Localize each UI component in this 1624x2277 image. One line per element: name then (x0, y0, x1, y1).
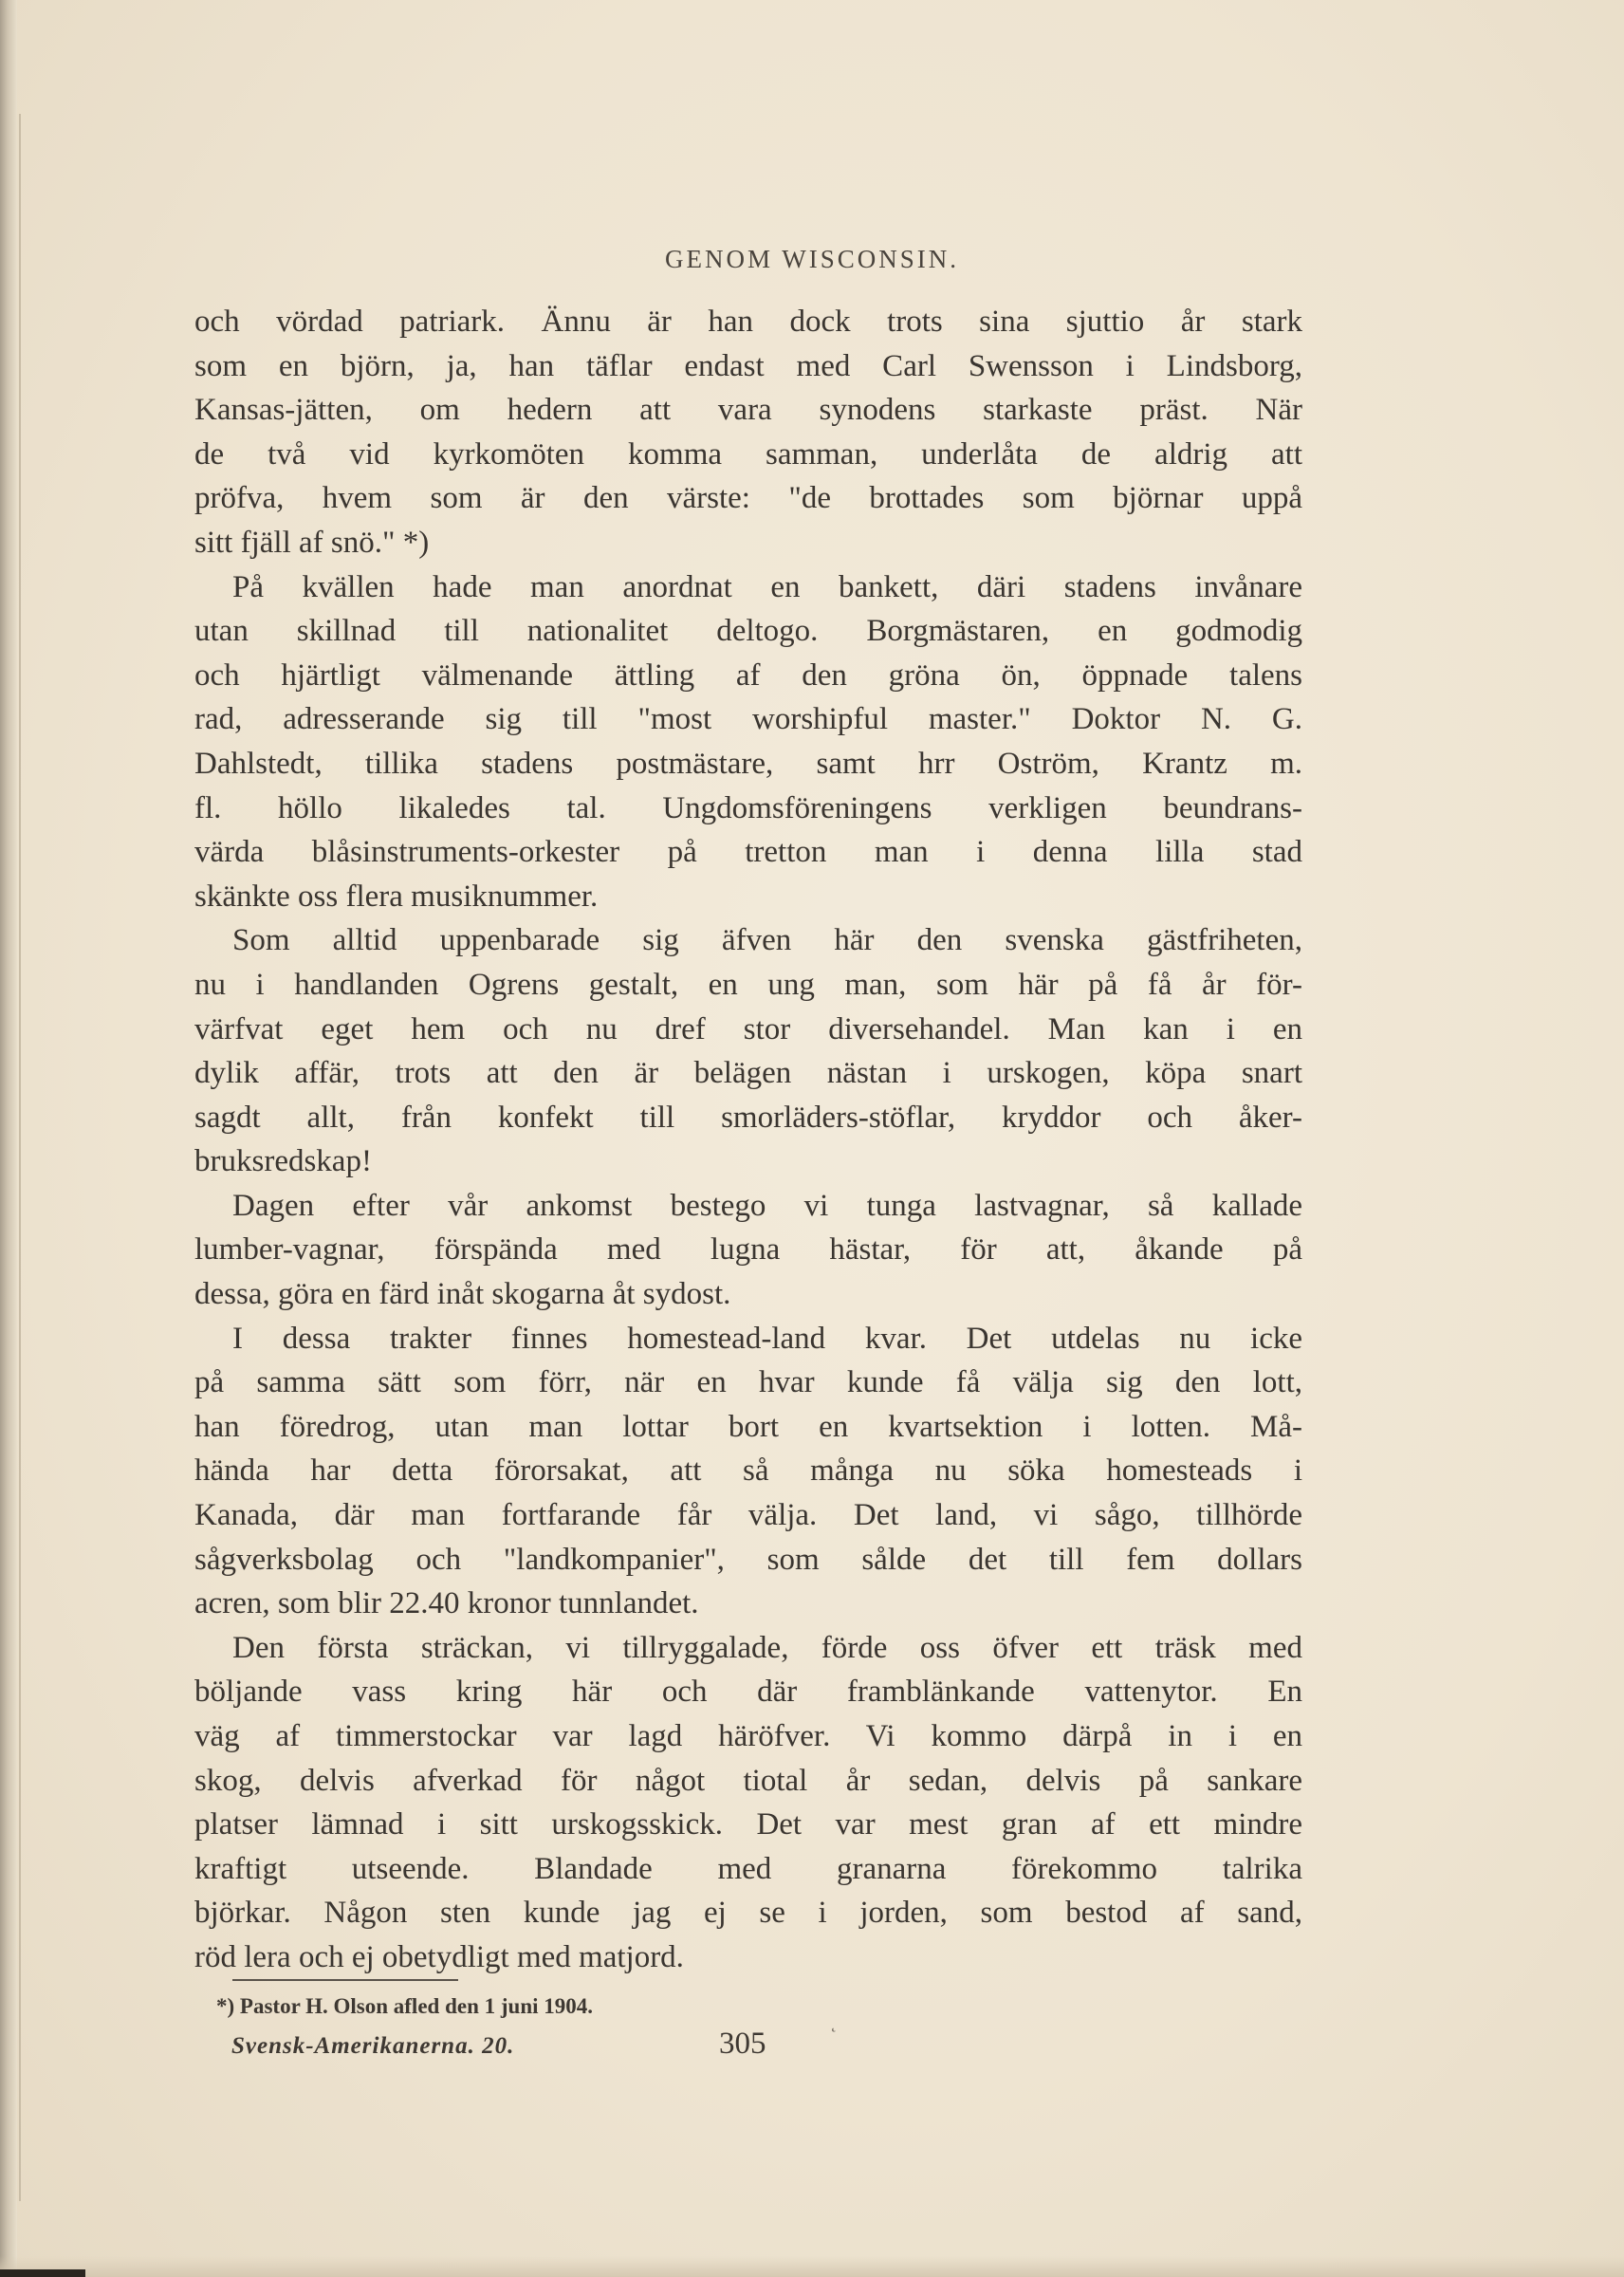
text-line: kraftigt utseende. Blandade med granarna förekommo talrika (194, 1851, 1302, 1886)
signature-mark: Svensk-Amerikanerna. 20. (231, 2033, 515, 2059)
print-speck: ˛ (831, 2013, 837, 2032)
text-line: röd lera och ej obetydligt med matjord. (194, 1939, 684, 1974)
text-line: skänkte oss flera musiknummer. (194, 879, 599, 914)
text-line: dessa, göra en färd inåt skogarna åt sydost. (194, 1277, 731, 1312)
text-line: Den första sträckan, vi tillryggalade, förde oss öfver ett träsk med (232, 1630, 1302, 1665)
text-line: och vördad patriark. Ännu är han dock trots sina sjuttio år stark (194, 305, 1302, 339)
text-line: På kvällen hade man anordnat en bankett, däri stadens invånare (232, 569, 1302, 604)
text-line: Dagen efter vår ankomst bestego vi tunga lastvagnar, så kallade (232, 1188, 1302, 1223)
text-line: rad, adresserande sig till "most worshipful master." Doktor N. G. (194, 702, 1302, 737)
text-line: som en björn, ja, han täflar endast med Carl Swensson i Lindsborg, (194, 348, 1302, 383)
text-line: böljande vass kring här och där framblänkande vattenytor. En (194, 1675, 1302, 1710)
text-line: han föredrog, utan man lottar bort en kvartsektion i lotten. Må- (194, 1409, 1302, 1444)
text-line: Dahlstedt, tillika stadens postmästare, samt hrr Oström, Krantz m. (194, 746, 1302, 781)
text-line: fl. höllo likaledes tal. Ungdomsföreningens verkligen beundrans- (194, 790, 1302, 825)
text-line: nu i handlanden Ogrens gestalt, en ung man, som här på få år för- (194, 967, 1302, 1002)
text-line: värfvat eget hem och nu dref stor diversehandel. Man kan i en (194, 1011, 1302, 1046)
text-line: Kanada, där man fortfarande får välja. Det land, vi sågo, tillhörde (194, 1498, 1302, 1533)
page-bottom-shadow (0, 2256, 1624, 2277)
binding-line (19, 114, 21, 2201)
text-line: och hjärtligt välmenande ättling af den gröna ön, öppnade talens (194, 657, 1302, 693)
text-line: dylik affär, trots att den är belägen nästan i urskogen, köpa snart (194, 1056, 1302, 1091)
text-line: de två vid kyrkomöten komma samman, underlåta de aldrig att (194, 436, 1302, 472)
text-line: lumber-vagnar, förspända med lugna hästar, för att, åkande på (194, 1232, 1302, 1268)
footnote: *) Pastor H. Olson afled den 1 juni 1904. (216, 1994, 593, 2018)
text-line: sitt fjäll af snö." *) (194, 525, 430, 560)
footnote-rule (232, 1979, 458, 1981)
text-line: bruksredskap! (194, 1144, 372, 1179)
text-line: väg af timmerstockar var lagd häröfver. Vi kommo därpå in i en (194, 1719, 1302, 1753)
binding-edge (0, 0, 17, 2277)
running-head: GENOM WISCONSIN. (664, 245, 959, 273)
text-line: värda blåsinstruments-orkester på tretton man i denna lilla stad (194, 835, 1302, 870)
body-text (194, 300, 1302, 1980)
text-line: sagdt allt, från konfekt till smorläders-stöflar, kryddor och åker- (194, 1100, 1302, 1135)
page-number: 305 (719, 2027, 766, 2061)
text-line: björkar. Någon sten kunde jag ej se i jorden, som bestod af sand, (194, 1896, 1302, 1931)
text-line: hända har detta förorsakat, att så många nu söka homesteads i (194, 1453, 1302, 1489)
text-line: på samma sätt som förr, när en hvar kunde få välja sig den lott, (194, 1365, 1302, 1400)
page-corner-shadow (0, 2269, 85, 2277)
text-line: acren, som blir 22.40 kronor tunnlandet. (194, 1586, 699, 1621)
text-line: utan skillnad till nationalitet deltogo. Borgmästaren, en godmodig (194, 614, 1302, 649)
text-line: I dessa trakter finnes homestead-land kvar. Det utdelas nu icke (232, 1321, 1302, 1356)
text-line: Som alltid uppenbarade sig äfven här den svenska gästfriheten, (232, 923, 1302, 958)
text-line: Kansas-jätten, om hedern att vara synodens starkaste präst. När (194, 393, 1302, 428)
text-line: platser lämnad i sitt urskogsskick. Det var mest gran af ett mindre (194, 1807, 1302, 1842)
text-line: pröfva, hvem som är den värste: "de brottades som björnar uppå (194, 481, 1302, 516)
text-line: sågverksbolag och "landkompanier", som sålde det till fem dollars (194, 1542, 1302, 1577)
text-line: skog, delvis afverkad för något tiotal år sedan, delvis på sankare (194, 1763, 1302, 1798)
